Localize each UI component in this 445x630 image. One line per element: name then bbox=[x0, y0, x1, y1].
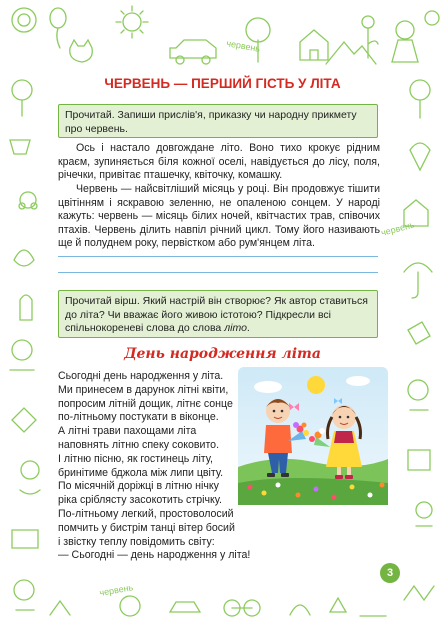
page-title: ЧЕРВЕНЬ — ПЕРШИЙ ГІСТЬ У ЛІТА bbox=[104, 76, 341, 91]
svg-text:червень: червень bbox=[225, 38, 261, 54]
task2-period: . bbox=[246, 322, 250, 334]
poem-line: По місячній доріжці в літню нічку bbox=[58, 480, 219, 493]
answer-line-2[interactable] bbox=[58, 272, 378, 273]
svg-text:червень: червень bbox=[379, 219, 416, 238]
poem-line: попросим літній дощик, літнє сонце bbox=[58, 397, 233, 410]
poem-line: А літні трави пахощами літа bbox=[58, 425, 197, 438]
poem-line: наповнять літню спеку соковито. bbox=[58, 438, 220, 451]
prose-paragraph-2-text: Червень — найсвітліший місяць у році. Він продовжує тішити цвітінням і яскравою зеленню, не опаленою сонцем. У народі кажуть: червень — місяць білих ночей, квітчастих трав, співочих птахів. Червень ділить навпіл річний цикл. Тому його називають ще й полуднем року, первістком або рум'янцем літа. bbox=[58, 183, 380, 250]
poem-line: бринітиме бджола між липи цвіту. bbox=[58, 466, 224, 479]
prose-paragraph-1 bbox=[58, 142, 380, 183]
task-box-2 bbox=[58, 290, 378, 338]
poem-line: ріка сріблясту засокотить стрічку. bbox=[58, 494, 222, 507]
poem-line: помчить у бистрім танці вітер босий bbox=[58, 521, 235, 534]
svg-text:червень: червень bbox=[98, 582, 134, 598]
task-box-1: Прочитай. Запиши прислів'я, приказку чи народну прикмету про червень. bbox=[58, 104, 378, 138]
answer-line-1[interactable] bbox=[58, 256, 378, 257]
prose-paragraph-1-text: Ось і настало довгождане літо. Воно тихо крокує рідним краєм, зупиняється біля кожної оселі, навідується до лісу, поля, річечки, привітає пташечку, квіточку, комашку. bbox=[58, 142, 380, 182]
poem-line: і звістку теплу повідомить світу: bbox=[58, 535, 215, 548]
children-illustration bbox=[238, 367, 388, 505]
poem-line: І літню пісню, як гостинець літу, bbox=[58, 452, 213, 465]
page-number-badge: 3 bbox=[380, 563, 400, 583]
task2-text: Прочитай вірш. Який настрій він створює? Як автор ставиться до літа? Чи вважає його живою істотою? Підкресли всі спільнокореневі слова до слова bbox=[65, 295, 368, 334]
poem-line: по-літньому постукати в віконце. bbox=[58, 411, 219, 424]
poem-title: День народження літа bbox=[124, 346, 321, 362]
poem-line: Сьогодні день народження у літа. bbox=[58, 370, 224, 382]
prose-paragraph-2 bbox=[58, 183, 380, 251]
poem-line: Ми принесем в дарунок літні квіти, bbox=[58, 383, 229, 396]
poem-line: По-літньому легкий, простоволосий bbox=[58, 507, 234, 520]
poem bbox=[58, 370, 251, 563]
poem-line: — Сьогодні — день народження у літа! bbox=[58, 549, 251, 562]
task2-keyword: літо bbox=[224, 322, 247, 334]
